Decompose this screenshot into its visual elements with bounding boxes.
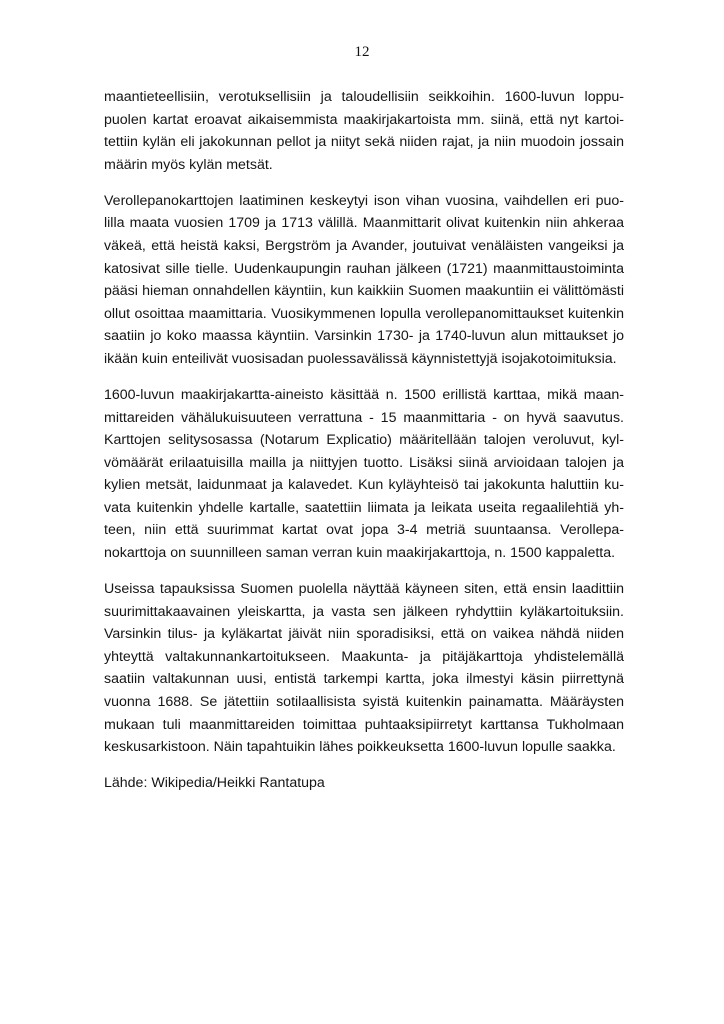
source-line: Lähde: Wikipedia/Heikki Rantatupa — [104, 775, 325, 792]
paragraph-3: 1600-luvun maakirjakartta-aineisto käsittää n. 1500 erillistä karttaa, mikä maanmittareiden vähälukuisuuteen verrattuna - 15 maanmittaria - on hyvä saavutus. Karttojen selitysosassa (Notarum Explicatio) määritellään talojen veroluvut, kylvömäärät erilaatuisilla mailla ja niittyjen tuotto. Lisäksi siinä arvioidaan talojen ja kylien metsät, laidunmaat ja kalavedet. Kun kyläyhteisö tai jakokunta haluttiin kuvata kuitenkin yhdelle kartalle, saatettiin liimata ja leikata useita regaalilehtiä yhteen, niin että suurimmat kartat ovat jopa 3-4 metriä suuntaansa. Verollepanokarttoja on suunnilleen saman verran kuin maakirjakarttoja, n. 1500 kappaletta. — [104, 386, 624, 562]
body-text — [104, 86, 624, 795]
page-number: 12 — [354, 44, 370, 60]
paragraph-1: maantieteellisiin, verotuksellisiin ja taloudellisiin seikkoihin. 1600-luvun loppupuolen kartat eroavat aikaisemmista maakirjakartoista mm. siinä, että nyt kartoitettiin kylän eli jakokunnan pellot ja niityt sekä niiden rajat, ja niin muodoin jossain määrin myös kylän metsät. — [104, 89, 624, 173]
paragraph-4: Useissa tapauksissa Suomen puolella näyttää käyneen siten, että ensin laadittiin suurimittakaavainen yleiskartta, ja vasta sen jälkeen ryhdyttiin kyläkartoituksiin. Varsinkin tilus- ja kyläkartat jäivät niin sporadisiksi, että on vaikea nähdä niiden yhteyttä valtakunnankartoitukseen. Maakunta- ja pitäjäkarttoja yhdistelemällä saatiin valtakunnan uusi, entistä tarkempi kartta, joka ilmestyi käsin piirrettynä vuonna 1688. Se jätettiin sotilaallisista syistä kuitenkin painamatta. Määräysten mukaan tuli maanmittareiden toimittaa puhtaaksipiirretyt karttansa Tukholmaan keskusarkistoon. Näin tapahtuikin lähes poikkeuksetta 1600-luvun lopulle saakka. — [104, 581, 624, 756]
paragraph-2: Verollepanokarttojen laatiminen keskeytyi ison vihan vuosina, vaihdellen eri puolilla maata vuosien 1709 ja 1713 välillä. Maanmittarit olivat kuitenkin niin ahkeraa väkeä, että heistä kaksi, Bergström ja Avander, joutuivat venäläisten vangeiksi ja katosivat sille tielle. Uudenkaupungin rauhan jälkeen (1721) maanmittaustoiminta pääsi hieman onnahdellen käyntiin, kun kaikkiin Suomen maakuntiin ei välittömästi ollut osoittaa maamittaria. Vuosikymmenen lopulla verollepanomittaukset kuitenkin saatiin jo koko maassa käyntiin. Varsinkin 1730- ja 1740-luvun alun mittaukset jo ikään kuin enteilivät vuosisadan puolessavälissä käynnistettyjä isojakotoimituksia. — [104, 192, 624, 367]
